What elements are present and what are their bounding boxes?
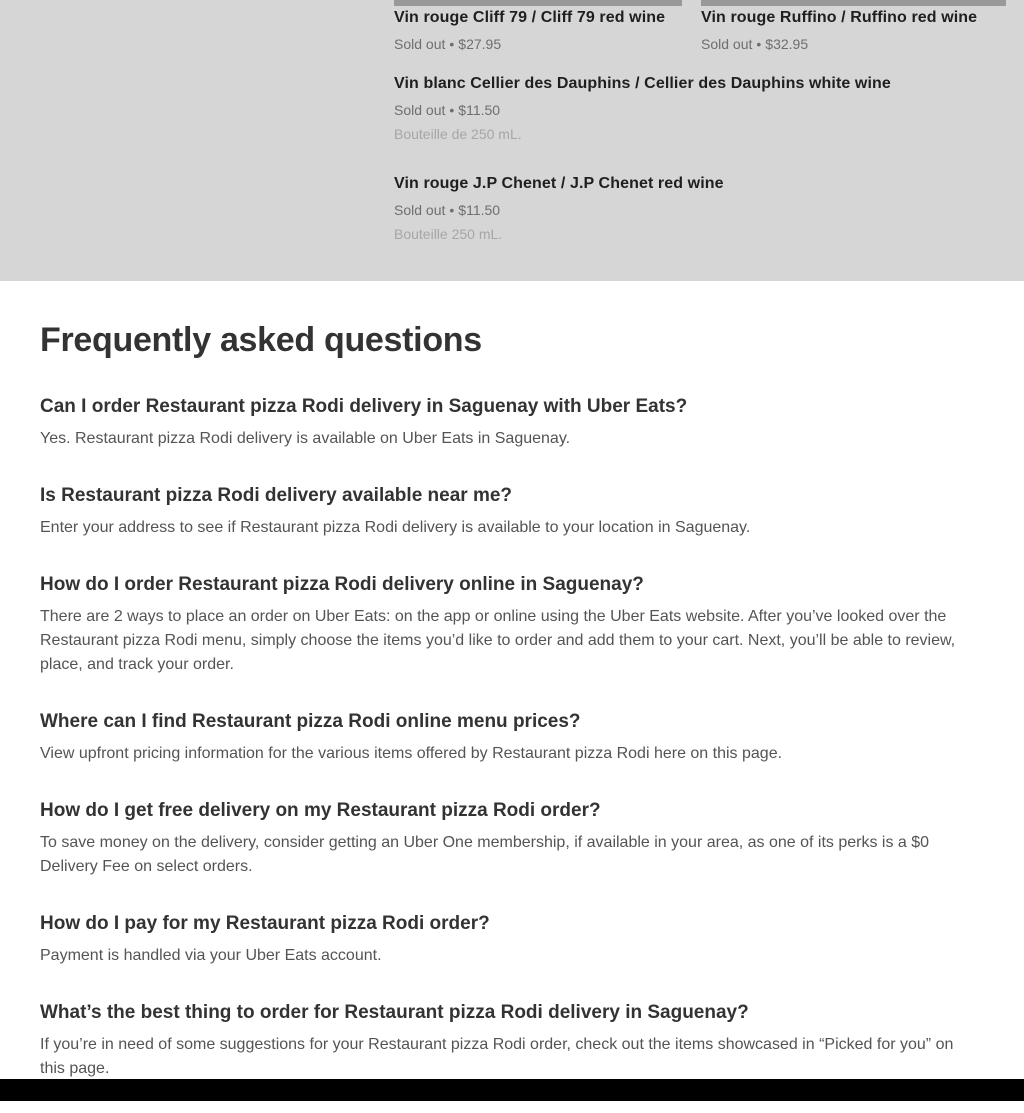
menu-item-jp-chenet[interactable]: [394, 173, 954, 243]
faq-entry: [40, 572, 980, 677]
faq-question: How do I get free delivery on my Restaurant pizza Rodi order?: [40, 800, 601, 821]
faq-heading: Frequently asked questions: [40, 321, 482, 359]
menu-item-cliff79[interactable]: [394, 7, 680, 53]
faq-question: Can I order Restaurant pizza Rodi delivery in Saguenay with Uber Eats?: [40, 396, 688, 417]
faq-question: Is Restaurant pizza Rodi delivery available near me?: [40, 485, 513, 506]
price: $11.50: [458, 202, 501, 218]
separator-dot: •: [449, 202, 455, 218]
menu-item-ruffino[interactable]: [701, 7, 1001, 53]
faq-question: How do I pay for my Restaurant pizza Rodi order?: [40, 913, 490, 934]
faq-question: Where can I find Restaurant pizza Rodi online menu prices?: [40, 711, 581, 732]
menu-section: [0, 0, 1024, 281]
price: $32.95: [765, 36, 809, 52]
faq-answer: Yes. Restaurant pizza Rodi delivery is available on Uber Eats in Saguenay.: [40, 430, 571, 447]
faq-answer: To save money on the delivery, consider getting an Uber One membership, if available in your area, as one of its perks is a $0 Delivery Fee on select orders.: [40, 834, 930, 875]
faq-section: [40, 320, 980, 1113]
faq-answer: If you’re in need of some suggestions for your Restaurant pizza Rodi order, check out the items showcased in “Picked for you” on this page.: [40, 1036, 954, 1077]
faq-entry: [40, 798, 980, 879]
menu-image-edge: [701, 0, 1006, 6]
faq-answer: Enter your address to see if Restaurant pizza Rodi delivery is available to your location in Saguenay.: [40, 519, 751, 536]
menu-item-meta: [394, 101, 954, 119]
sold-out-label: Sold out: [701, 36, 753, 52]
menu-image-edge: [394, 0, 682, 6]
menu-item-meta: [394, 35, 680, 53]
faq-question: What’s the best thing to order for Restaurant pizza Rodi delivery in Saguenay?: [40, 1002, 749, 1023]
faq-answer: Payment is handled via your Uber Eats account.: [40, 947, 382, 964]
menu-item-meta: [394, 201, 954, 219]
menu-item-title: Vin rouge J.P Chenet / J.P Chenet red wine: [394, 175, 724, 192]
menu-item-description: Bouteille de 250 mL.: [394, 126, 522, 142]
price: $27.95: [458, 36, 502, 52]
faq-entry: [40, 394, 980, 451]
separator-dot: •: [449, 102, 455, 118]
menu-item-cellier-des-dauphins[interactable]: [394, 73, 954, 143]
faq-question: How do I order Restaurant pizza Rodi delivery online in Saguenay?: [40, 574, 644, 595]
menu-item-title: Vin blanc Cellier des Dauphins / Cellier des Dauphins white wine: [394, 75, 891, 92]
price: $11.50: [458, 102, 501, 118]
sold-out-label: Sold out: [394, 36, 446, 52]
separator-dot: •: [756, 36, 762, 52]
faq-answer: View upfront pricing information for the various items offered by Restaurant pizza Rodi here on this page.: [40, 745, 783, 762]
separator-dot: •: [449, 36, 455, 52]
sold-out-label: Sold out: [394, 202, 446, 218]
faq-entry: [40, 483, 980, 540]
footer-bar: [0, 1079, 1024, 1101]
menu-item-title: Vin rouge Cliff 79 / Cliff 79 red wine: [394, 9, 666, 26]
menu-item-meta: [701, 35, 1001, 53]
menu-item-title: Vin rouge Ruffino / Ruffino red wine: [701, 9, 978, 26]
faq-answer: There are 2 ways to place an order on Uber Eats: on the app or online using the Uber Eats website. After you’ve looked over the Restaurant pizza Rodi menu, simply choose the items you’d like to order and add them to your cart. Next, you’ll be able to review, place, and track your order.: [40, 608, 956, 673]
sold-out-label: Sold out: [394, 102, 446, 118]
faq-entry: [40, 911, 980, 968]
faq-entry: [40, 709, 980, 766]
menu-item-description: Bouteille 250 mL.: [394, 226, 503, 242]
faq-entry: [40, 1000, 980, 1081]
